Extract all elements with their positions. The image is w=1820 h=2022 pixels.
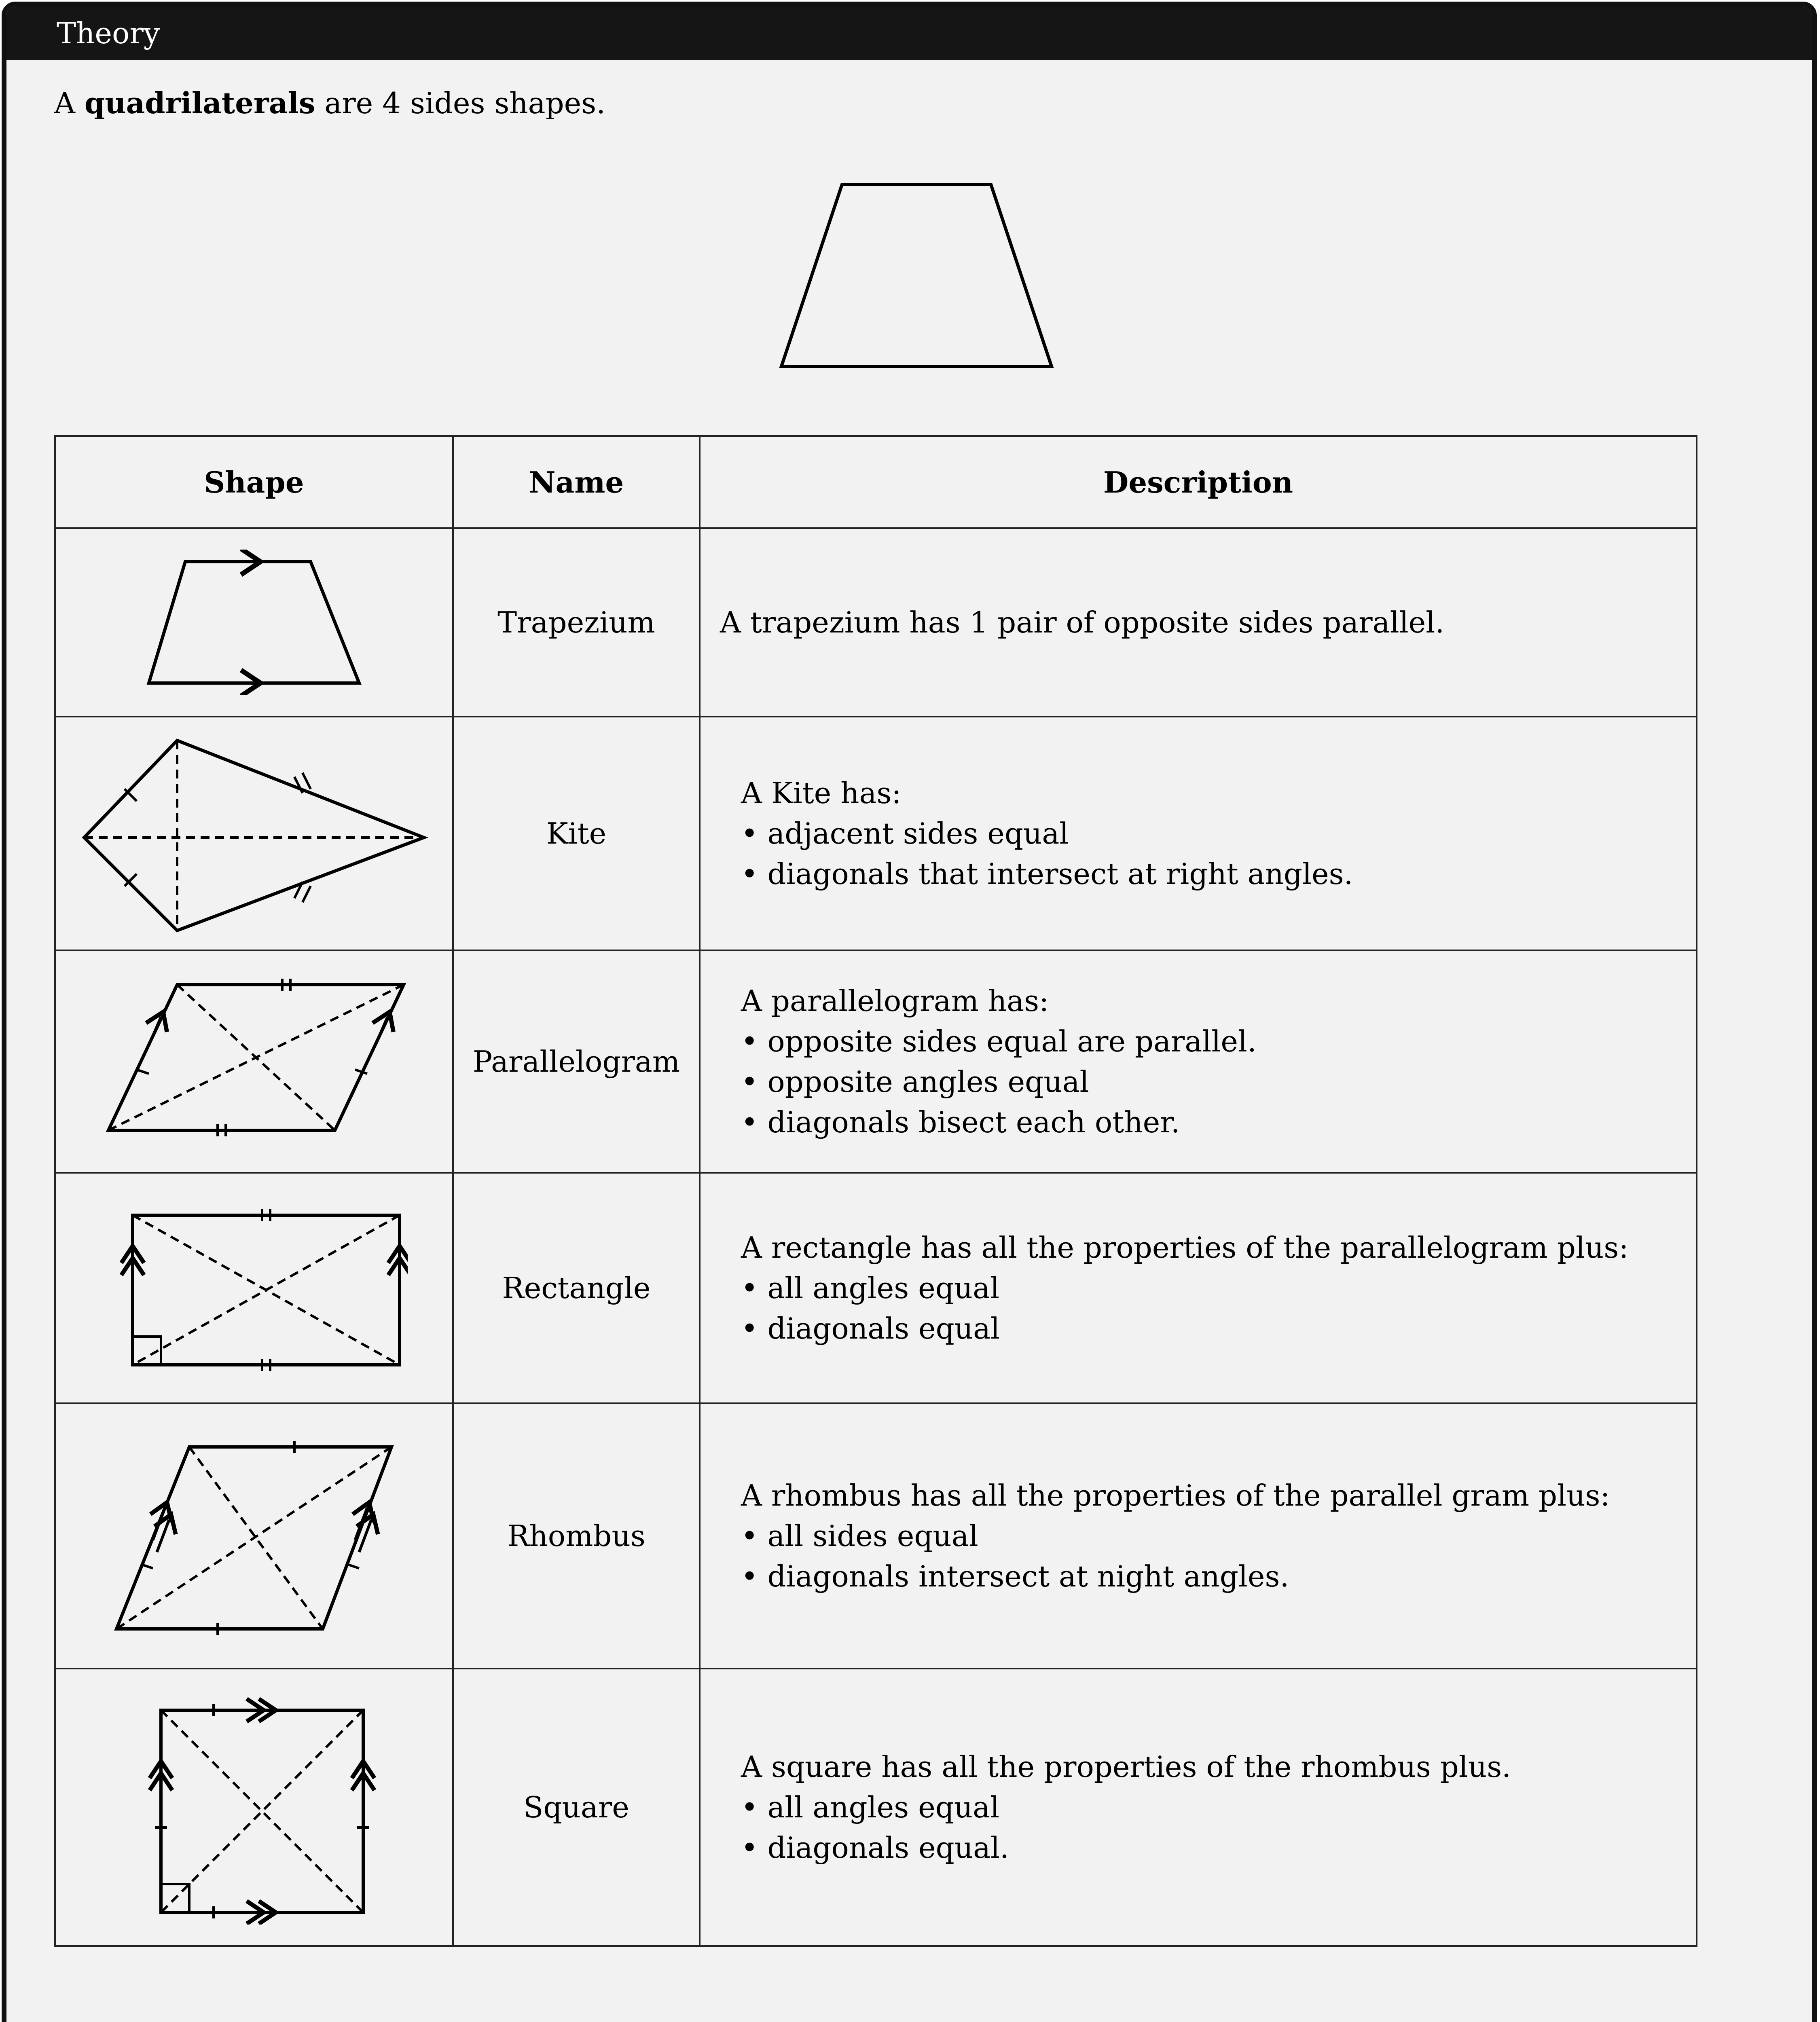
- description-line: • adjacent sides equal: [741, 816, 1069, 850]
- parallelogram-icon: [92, 969, 416, 1155]
- trapezium-hero-icon: [775, 180, 1058, 370]
- shape-name: Parallelogram: [453, 950, 700, 1173]
- shape-description: [700, 717, 1697, 950]
- trapezium-icon: [133, 550, 375, 695]
- description-line: • all angles equal: [741, 1790, 1000, 1824]
- shape-name: Square: [453, 1669, 700, 1946]
- description-line: • diagonals intersect at night angles.: [741, 1559, 1289, 1593]
- table-row: [55, 717, 1697, 950]
- shape-name: Rhombus: [453, 1403, 700, 1669]
- shape-name: Kite: [453, 717, 700, 950]
- shape-description: [700, 950, 1697, 1173]
- description-line: • diagonals bisect each other.: [741, 1105, 1180, 1139]
- description-line: A rectangle has all the properties of the parallelogram plus:: [741, 1231, 1629, 1265]
- description-line: A rhombus has all the properties of the parallel gram plus:: [741, 1478, 1610, 1512]
- table-row: [55, 1669, 1697, 1946]
- description-line: • opposite angles equal: [741, 1065, 1089, 1099]
- shape-name: Rectangle: [453, 1173, 700, 1403]
- shape-cell: [55, 717, 453, 950]
- shape-description: [700, 1173, 1697, 1403]
- shape-cell: [55, 1403, 453, 1669]
- description-line: • diagonals equal: [741, 1311, 1000, 1345]
- intro-prefix: A: [54, 86, 85, 120]
- table-row: [55, 950, 1697, 1173]
- square-icon: [125, 1690, 383, 1925]
- shape-description: [700, 528, 1697, 717]
- table-row: [55, 1403, 1697, 1669]
- table-row: [55, 1173, 1697, 1403]
- description-line: A Kite has:: [741, 776, 902, 810]
- header-description: Description: [700, 436, 1697, 528]
- shape-name: Trapezium: [453, 528, 700, 717]
- description-line: • diagonals equal.: [741, 1831, 1009, 1865]
- intro-text: [54, 86, 605, 120]
- kite-icon: [76, 732, 432, 935]
- description-line: A parallelogram has:: [741, 984, 1049, 1018]
- theory-panel: [2, 2, 1817, 2022]
- description-line: • opposite sides equal are parallel.: [741, 1024, 1257, 1058]
- header-name: Name: [453, 436, 700, 528]
- quadrilaterals-table: [54, 435, 1697, 1947]
- table-header-row: [55, 436, 1697, 528]
- shape-cell: [55, 1173, 453, 1403]
- rhombus-icon: [92, 1423, 416, 1649]
- header-shape: Shape: [55, 436, 453, 528]
- theory-header: Theory: [6, 6, 1812, 60]
- shape-cell: [55, 528, 453, 717]
- description-line: A trapezium has 1 pair of opposite sides parallel.: [720, 605, 1445, 639]
- shape-description: [700, 1669, 1697, 1946]
- description-line: A square has all the properties of the rhombus plus.: [741, 1750, 1511, 1784]
- intro-bold: quadrilaterals: [84, 86, 315, 120]
- description-line: • all sides equal: [741, 1519, 978, 1553]
- table-row: [55, 528, 1697, 717]
- description-line: • diagonals that intersect at right angles.: [741, 857, 1353, 891]
- shape-cell: [55, 950, 453, 1173]
- description-line: • all angles equal: [741, 1271, 1000, 1305]
- intro-suffix: are 4 sides shapes.: [315, 86, 606, 120]
- shape-description: [700, 1403, 1697, 1669]
- shape-cell: [55, 1669, 453, 1946]
- rectangle-icon: [100, 1195, 408, 1381]
